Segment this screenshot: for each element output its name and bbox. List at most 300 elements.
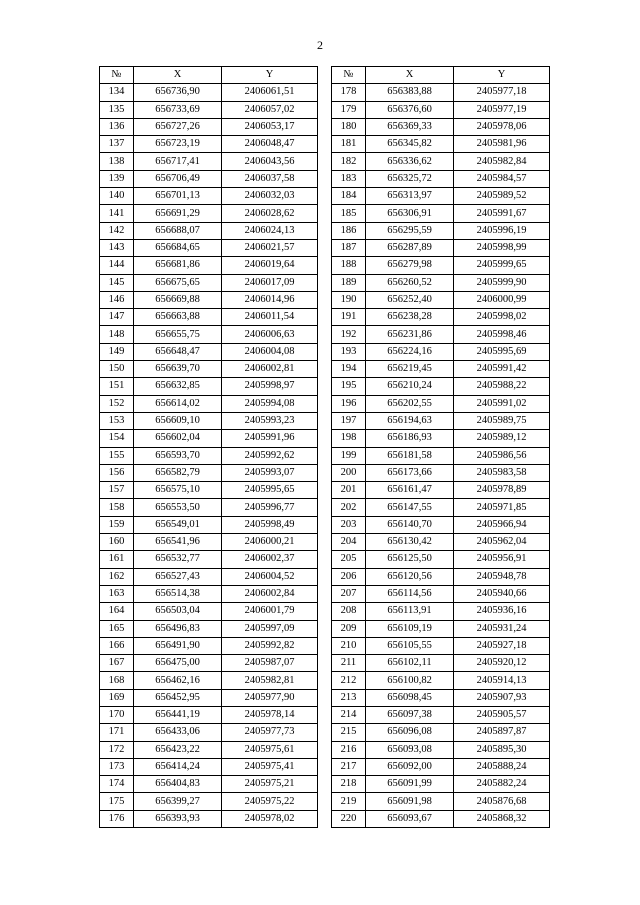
y-coordinate-cell: 2406024,13 — [222, 222, 318, 239]
point-number-cell: 152 — [100, 395, 134, 412]
point-number-cell: 166 — [100, 637, 134, 654]
table-row — [100, 741, 318, 758]
point-number-cell: 186 — [332, 222, 366, 239]
point-number-cell: 205 — [332, 551, 366, 568]
point-number-cell: 214 — [332, 706, 366, 723]
table-row — [100, 222, 318, 239]
point-number-cell: 170 — [100, 706, 134, 723]
table-row — [100, 551, 318, 568]
table-row — [332, 482, 550, 499]
x-coordinate-cell: 656376,60 — [366, 101, 454, 118]
y-coordinate-cell: 2405998,46 — [454, 326, 550, 343]
x-coordinate-cell: 656632,85 — [134, 378, 222, 395]
y-coordinate-cell: 2405989,12 — [454, 430, 550, 447]
point-number-cell: 153 — [100, 412, 134, 429]
y-coordinate-cell: 2406048,47 — [222, 136, 318, 153]
y-coordinate-cell: 2405966,94 — [454, 516, 550, 533]
table-row — [100, 603, 318, 620]
x-coordinate-cell: 656475,00 — [134, 655, 222, 672]
table-row — [100, 326, 318, 343]
x-coordinate-cell: 656655,75 — [134, 326, 222, 343]
x-coordinate-cell: 656614,02 — [134, 395, 222, 412]
x-coordinate-cell: 656125,50 — [366, 551, 454, 568]
table-row — [332, 758, 550, 775]
x-coordinate-cell: 656140,70 — [366, 516, 454, 533]
point-number-cell: 162 — [100, 568, 134, 585]
x-coordinate-cell: 656096,08 — [366, 724, 454, 741]
point-number-cell: 190 — [332, 291, 366, 308]
x-coordinate-cell: 656717,41 — [134, 153, 222, 170]
x-coordinate-cell: 656224,16 — [366, 343, 454, 360]
x-coordinate-cell: 656279,98 — [366, 257, 454, 274]
y-coordinate-cell: 2406001,79 — [222, 603, 318, 620]
x-coordinate-cell: 656441,19 — [134, 706, 222, 723]
point-number-cell: 194 — [332, 361, 366, 378]
x-coordinate-cell: 656092,00 — [366, 758, 454, 775]
point-number-cell: 182 — [332, 153, 366, 170]
point-number-cell: 218 — [332, 776, 366, 793]
point-number-cell: 142 — [100, 222, 134, 239]
point-number-cell: 213 — [332, 689, 366, 706]
x-coordinate-cell: 656691,29 — [134, 205, 222, 222]
point-number-cell: 146 — [100, 291, 134, 308]
x-coordinate-cell: 656404,83 — [134, 776, 222, 793]
y-coordinate-cell: 2405882,24 — [454, 776, 550, 793]
coordinates-table-right — [331, 66, 550, 828]
x-coordinate-cell: 656399,27 — [134, 793, 222, 810]
table-row — [332, 741, 550, 758]
y-coordinate-cell: 2406006,63 — [222, 326, 318, 343]
point-number-cell: 183 — [332, 170, 366, 187]
point-number-cell: 147 — [100, 309, 134, 326]
x-coordinate-cell: 656433,06 — [134, 724, 222, 741]
table-row — [100, 482, 318, 499]
point-number-cell: 185 — [332, 205, 366, 222]
x-coordinate-cell: 656147,55 — [366, 499, 454, 516]
header-y: Y — [222, 67, 318, 84]
point-number-cell: 219 — [332, 793, 366, 810]
point-number-cell: 199 — [332, 447, 366, 464]
y-coordinate-cell: 2405987,07 — [222, 655, 318, 672]
x-coordinate-cell: 656113,91 — [366, 603, 454, 620]
point-number-cell: 168 — [100, 672, 134, 689]
x-coordinate-cell: 656593,70 — [134, 447, 222, 464]
x-coordinate-cell: 656733,69 — [134, 101, 222, 118]
y-coordinate-cell: 2405998,99 — [454, 239, 550, 256]
x-coordinate-cell: 656313,97 — [366, 188, 454, 205]
table-row — [100, 447, 318, 464]
table-row — [332, 343, 550, 360]
y-coordinate-cell: 2405996,19 — [454, 222, 550, 239]
x-coordinate-cell: 656639,70 — [134, 361, 222, 378]
point-number-cell: 178 — [332, 84, 366, 101]
table-row — [100, 637, 318, 654]
table-row — [332, 430, 550, 447]
x-coordinate-cell: 656602,04 — [134, 430, 222, 447]
point-number-cell: 216 — [332, 741, 366, 758]
x-coordinate-cell: 656663,88 — [134, 309, 222, 326]
y-coordinate-cell: 2405992,82 — [222, 637, 318, 654]
table-row — [332, 620, 550, 637]
point-number-cell: 217 — [332, 758, 366, 775]
y-coordinate-cell: 2405998,97 — [222, 378, 318, 395]
y-coordinate-cell: 2405986,56 — [454, 447, 550, 464]
table-row — [100, 534, 318, 551]
y-coordinate-cell: 2406043,56 — [222, 153, 318, 170]
x-coordinate-cell: 656161,47 — [366, 482, 454, 499]
table-row — [100, 758, 318, 775]
table-row — [332, 412, 550, 429]
table-row — [332, 672, 550, 689]
point-number-cell: 220 — [332, 810, 366, 827]
header-y: Y — [454, 67, 550, 84]
table-row — [332, 257, 550, 274]
y-coordinate-cell: 2405997,09 — [222, 620, 318, 637]
header-x: X — [134, 67, 222, 84]
x-coordinate-cell: 656210,24 — [366, 378, 454, 395]
point-number-cell: 210 — [332, 637, 366, 654]
x-coordinate-cell: 656091,99 — [366, 776, 454, 793]
x-coordinate-cell: 656541,96 — [134, 534, 222, 551]
table-row — [332, 585, 550, 602]
point-number-cell: 209 — [332, 620, 366, 637]
y-coordinate-cell: 2405978,89 — [454, 482, 550, 499]
x-coordinate-cell: 656231,86 — [366, 326, 454, 343]
table-row — [100, 412, 318, 429]
y-coordinate-cell: 2405977,19 — [454, 101, 550, 118]
table-row — [332, 603, 550, 620]
table-row — [332, 153, 550, 170]
y-coordinate-cell: 2405940,66 — [454, 585, 550, 602]
x-coordinate-cell: 656336,62 — [366, 153, 454, 170]
point-number-cell: 138 — [100, 153, 134, 170]
y-coordinate-cell: 2405993,23 — [222, 412, 318, 429]
y-coordinate-cell: 2406002,37 — [222, 551, 318, 568]
table-row — [332, 551, 550, 568]
y-coordinate-cell: 2406000,21 — [222, 534, 318, 551]
point-number-cell: 200 — [332, 464, 366, 481]
x-coordinate-cell: 656295,59 — [366, 222, 454, 239]
point-number-cell: 141 — [100, 205, 134, 222]
x-coordinate-cell: 656675,65 — [134, 274, 222, 291]
point-number-cell: 198 — [332, 430, 366, 447]
y-coordinate-cell: 2405983,58 — [454, 464, 550, 481]
y-coordinate-cell: 2406019,64 — [222, 257, 318, 274]
table-row — [332, 291, 550, 308]
y-coordinate-cell: 2406037,58 — [222, 170, 318, 187]
y-coordinate-cell: 2405975,22 — [222, 793, 318, 810]
point-number-cell: 151 — [100, 378, 134, 395]
point-number-cell: 150 — [100, 361, 134, 378]
point-number-cell: 211 — [332, 655, 366, 672]
point-number-cell: 179 — [332, 101, 366, 118]
point-number-cell: 195 — [332, 378, 366, 395]
table-row — [100, 309, 318, 326]
table-row — [100, 188, 318, 205]
y-coordinate-cell: 2405907,93 — [454, 689, 550, 706]
point-number-cell: 180 — [332, 118, 366, 135]
point-number-cell: 171 — [100, 724, 134, 741]
x-coordinate-cell: 656252,40 — [366, 291, 454, 308]
x-coordinate-cell: 656093,08 — [366, 741, 454, 758]
y-coordinate-cell: 2405992,62 — [222, 447, 318, 464]
point-number-cell: 175 — [100, 793, 134, 810]
y-coordinate-cell: 2405989,75 — [454, 412, 550, 429]
table-row — [332, 188, 550, 205]
point-number-cell: 159 — [100, 516, 134, 533]
y-coordinate-cell: 2405914,13 — [454, 672, 550, 689]
x-coordinate-cell: 656091,98 — [366, 793, 454, 810]
y-coordinate-cell: 2406057,02 — [222, 101, 318, 118]
x-coordinate-cell: 656093,67 — [366, 810, 454, 827]
table-row — [332, 464, 550, 481]
table-row — [332, 499, 550, 516]
x-coordinate-cell: 656393,93 — [134, 810, 222, 827]
x-coordinate-cell: 656098,45 — [366, 689, 454, 706]
x-coordinate-cell: 656130,42 — [366, 534, 454, 551]
point-number-cell: 203 — [332, 516, 366, 533]
x-coordinate-cell: 656503,04 — [134, 603, 222, 620]
x-coordinate-cell: 656219,45 — [366, 361, 454, 378]
y-coordinate-cell: 2405994,08 — [222, 395, 318, 412]
table-row — [100, 499, 318, 516]
x-coordinate-cell: 656549,01 — [134, 516, 222, 533]
table-row — [100, 291, 318, 308]
point-number-cell: 160 — [100, 534, 134, 551]
x-coordinate-cell: 656582,79 — [134, 464, 222, 481]
point-number-cell: 140 — [100, 188, 134, 205]
table-row — [100, 239, 318, 256]
point-number-cell: 176 — [100, 810, 134, 827]
point-number-cell: 169 — [100, 689, 134, 706]
table-row — [332, 724, 550, 741]
table-row — [100, 257, 318, 274]
point-number-cell: 174 — [100, 776, 134, 793]
x-coordinate-cell: 656202,55 — [366, 395, 454, 412]
y-coordinate-cell: 2405989,52 — [454, 188, 550, 205]
y-coordinate-cell: 2405981,96 — [454, 136, 550, 153]
y-coordinate-cell: 2405977,18 — [454, 84, 550, 101]
table-row — [100, 724, 318, 741]
y-coordinate-cell: 2405995,69 — [454, 343, 550, 360]
y-coordinate-cell: 2405996,77 — [222, 499, 318, 516]
x-coordinate-cell: 656097,38 — [366, 706, 454, 723]
table-row — [332, 655, 550, 672]
table-row — [100, 136, 318, 153]
table-row — [100, 343, 318, 360]
x-coordinate-cell: 656491,90 — [134, 637, 222, 654]
table-row — [100, 672, 318, 689]
x-coordinate-cell: 656260,52 — [366, 274, 454, 291]
y-coordinate-cell: 2405975,41 — [222, 758, 318, 775]
header-x: X — [366, 67, 454, 84]
table-row — [332, 378, 550, 395]
table-row — [332, 395, 550, 412]
y-coordinate-cell: 2405905,57 — [454, 706, 550, 723]
point-number-cell: 215 — [332, 724, 366, 741]
coordinates-table-left — [99, 66, 318, 828]
y-coordinate-cell: 2405920,12 — [454, 655, 550, 672]
point-number-cell: 139 — [100, 170, 134, 187]
table-row — [332, 361, 550, 378]
point-number-cell: 187 — [332, 239, 366, 256]
y-coordinate-cell: 2405888,24 — [454, 758, 550, 775]
table-row — [100, 585, 318, 602]
table-row — [100, 706, 318, 723]
header-number: № — [332, 67, 366, 84]
point-number-cell: 184 — [332, 188, 366, 205]
point-number-cell: 208 — [332, 603, 366, 620]
point-number-cell: 167 — [100, 655, 134, 672]
table-row — [332, 136, 550, 153]
x-coordinate-cell: 656181,58 — [366, 447, 454, 464]
y-coordinate-cell: 2405977,90 — [222, 689, 318, 706]
y-coordinate-cell: 2405895,30 — [454, 741, 550, 758]
y-coordinate-cell: 2406000,99 — [454, 291, 550, 308]
table-row — [332, 637, 550, 654]
point-number-cell: 136 — [100, 118, 134, 135]
table-row — [332, 568, 550, 585]
point-number-cell: 204 — [332, 534, 366, 551]
point-number-cell: 157 — [100, 482, 134, 499]
y-coordinate-cell: 2405978,14 — [222, 706, 318, 723]
y-coordinate-cell: 2405982,84 — [454, 153, 550, 170]
point-number-cell: 165 — [100, 620, 134, 637]
x-coordinate-cell: 656669,88 — [134, 291, 222, 308]
table-row — [100, 689, 318, 706]
point-number-cell: 155 — [100, 447, 134, 464]
x-coordinate-cell: 656414,24 — [134, 758, 222, 775]
table-row — [332, 170, 550, 187]
point-number-cell: 201 — [332, 482, 366, 499]
table-row — [100, 655, 318, 672]
point-number-cell: 148 — [100, 326, 134, 343]
x-coordinate-cell: 656287,89 — [366, 239, 454, 256]
y-coordinate-cell: 2405988,22 — [454, 378, 550, 395]
point-number-cell: 137 — [100, 136, 134, 153]
x-coordinate-cell: 656688,07 — [134, 222, 222, 239]
x-coordinate-cell: 656736,90 — [134, 84, 222, 101]
y-coordinate-cell: 2405936,16 — [454, 603, 550, 620]
point-number-cell: 193 — [332, 343, 366, 360]
point-number-cell: 192 — [332, 326, 366, 343]
table-row — [332, 793, 550, 810]
table-row — [332, 447, 550, 464]
y-coordinate-cell: 2405991,02 — [454, 395, 550, 412]
x-coordinate-cell: 656100,82 — [366, 672, 454, 689]
x-coordinate-cell: 656532,77 — [134, 551, 222, 568]
table-row — [332, 222, 550, 239]
point-number-cell: 158 — [100, 499, 134, 516]
y-coordinate-cell: 2405993,07 — [222, 464, 318, 481]
table-row — [332, 101, 550, 118]
x-coordinate-cell: 656706,49 — [134, 170, 222, 187]
y-coordinate-cell: 2406017,09 — [222, 274, 318, 291]
y-coordinate-cell: 2406032,03 — [222, 188, 318, 205]
point-number-cell: 188 — [332, 257, 366, 274]
table-row — [100, 101, 318, 118]
table-row — [100, 395, 318, 412]
point-number-cell: 164 — [100, 603, 134, 620]
x-coordinate-cell: 656575,10 — [134, 482, 222, 499]
table-row — [332, 706, 550, 723]
x-coordinate-cell: 656194,63 — [366, 412, 454, 429]
table-header-row — [332, 67, 550, 84]
point-number-cell: 161 — [100, 551, 134, 568]
y-coordinate-cell: 2405931,24 — [454, 620, 550, 637]
y-coordinate-cell: 2405999,65 — [454, 257, 550, 274]
x-coordinate-cell: 656325,72 — [366, 170, 454, 187]
table-row — [100, 568, 318, 585]
y-coordinate-cell: 2405962,04 — [454, 534, 550, 551]
x-coordinate-cell: 656105,55 — [366, 637, 454, 654]
y-coordinate-cell: 2406011,54 — [222, 309, 318, 326]
table-row — [332, 309, 550, 326]
table-row — [100, 170, 318, 187]
x-coordinate-cell: 656527,43 — [134, 568, 222, 585]
table-row — [332, 689, 550, 706]
point-number-cell: 172 — [100, 741, 134, 758]
point-number-cell: 196 — [332, 395, 366, 412]
point-number-cell: 191 — [332, 309, 366, 326]
y-coordinate-cell: 2405975,61 — [222, 741, 318, 758]
y-coordinate-cell: 2405927,18 — [454, 637, 550, 654]
table-row — [332, 118, 550, 135]
header-number: № — [100, 67, 134, 84]
point-number-cell: 202 — [332, 499, 366, 516]
y-coordinate-cell: 2405956,91 — [454, 551, 550, 568]
point-number-cell: 156 — [100, 464, 134, 481]
table-row — [332, 84, 550, 101]
table-row — [100, 378, 318, 395]
x-coordinate-cell: 656173,66 — [366, 464, 454, 481]
table-row — [332, 534, 550, 551]
x-coordinate-cell: 656681,86 — [134, 257, 222, 274]
table-row — [100, 274, 318, 291]
point-number-cell: 143 — [100, 239, 134, 256]
point-number-cell: 173 — [100, 758, 134, 775]
y-coordinate-cell: 2405977,73 — [222, 724, 318, 741]
table-header-row — [100, 67, 318, 84]
x-coordinate-cell: 656345,82 — [366, 136, 454, 153]
y-coordinate-cell: 2406014,96 — [222, 291, 318, 308]
table-row — [332, 776, 550, 793]
x-coordinate-cell: 656609,10 — [134, 412, 222, 429]
table-row — [100, 620, 318, 637]
table-row — [332, 326, 550, 343]
x-coordinate-cell: 656109,19 — [366, 620, 454, 637]
y-coordinate-cell: 2406053,17 — [222, 118, 318, 135]
y-coordinate-cell: 2405998,49 — [222, 516, 318, 533]
y-coordinate-cell: 2405995,65 — [222, 482, 318, 499]
table-row — [100, 430, 318, 447]
table-row — [100, 464, 318, 481]
x-coordinate-cell: 656701,13 — [134, 188, 222, 205]
y-coordinate-cell: 2405991,67 — [454, 205, 550, 222]
y-coordinate-cell: 2405975,21 — [222, 776, 318, 793]
x-coordinate-cell: 656496,83 — [134, 620, 222, 637]
page-number: 2 — [317, 38, 323, 52]
y-coordinate-cell: 2405978,02 — [222, 810, 318, 827]
x-coordinate-cell: 656723,19 — [134, 136, 222, 153]
x-coordinate-cell: 656238,28 — [366, 309, 454, 326]
point-number-cell: 145 — [100, 274, 134, 291]
x-coordinate-cell: 656452,95 — [134, 689, 222, 706]
x-coordinate-cell: 656727,26 — [134, 118, 222, 135]
point-number-cell: 163 — [100, 585, 134, 602]
table-row — [332, 516, 550, 533]
table-row — [100, 205, 318, 222]
